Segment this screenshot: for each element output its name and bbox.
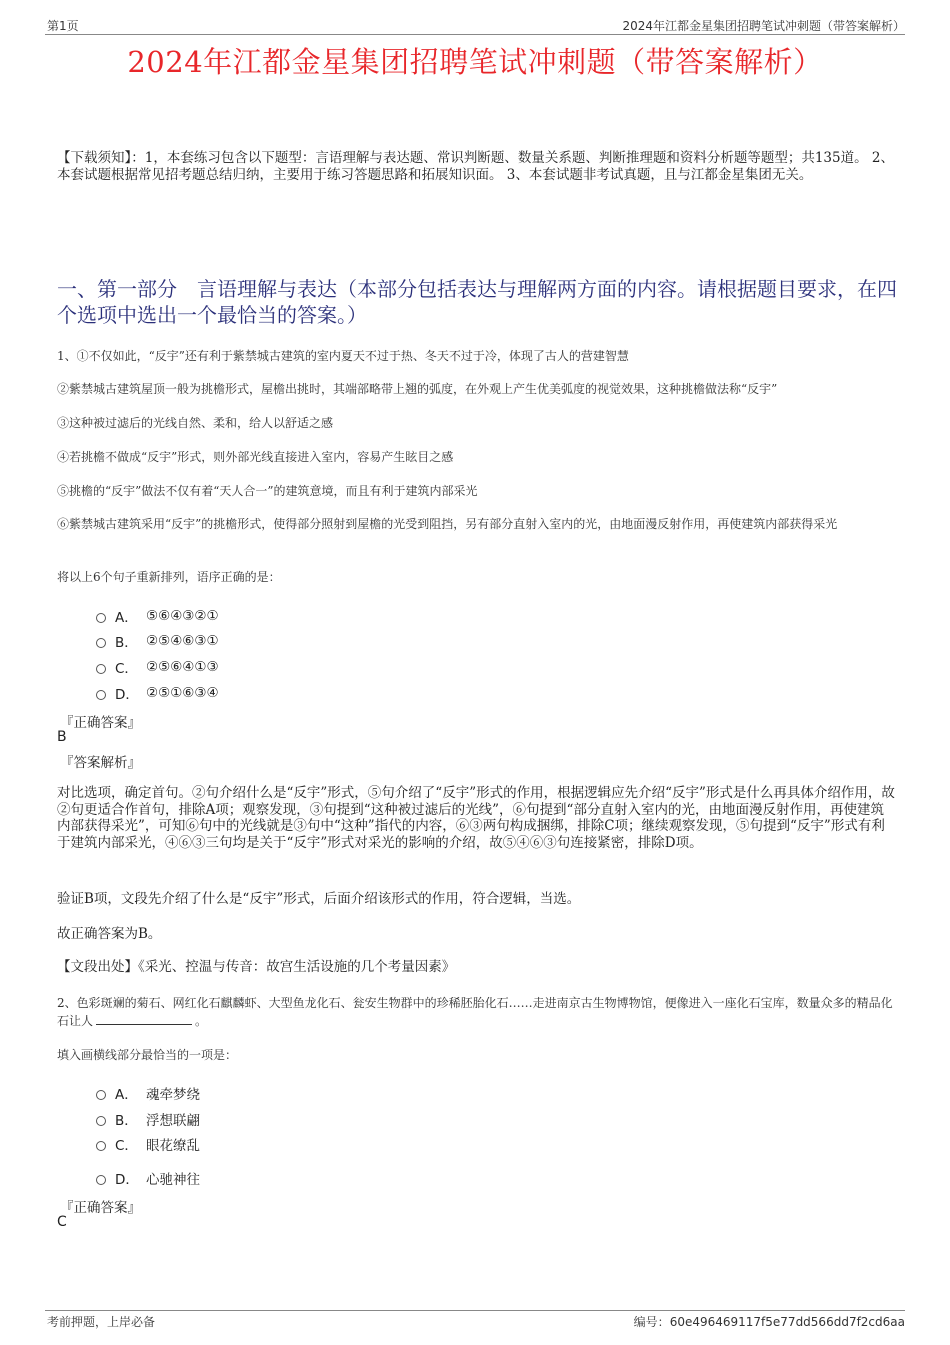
radio-icon[interactable] xyxy=(96,1116,106,1126)
q1-option-b[interactable] xyxy=(96,631,219,651)
radio-icon[interactable] xyxy=(96,1141,106,1151)
q1-answer-value: B xyxy=(57,729,67,745)
q1-sentence-4: ④若挑檐不做成“反宇”形式，则外部光线直接进入室内，容易产生眩目之感 xyxy=(57,450,454,464)
fill-blank-line xyxy=(96,1012,192,1025)
option-letter: A． xyxy=(115,610,138,626)
q1-prompt: 将以上6个句子重新排列，语序正确的是： xyxy=(57,570,281,584)
q1-option-c[interactable] xyxy=(96,657,219,677)
q1-source: 【文段出处】《采光、控温与传音：故宫生活设施的几个考量因素》 xyxy=(57,959,456,975)
page-number: 第1页 xyxy=(47,19,79,33)
q2-option-b[interactable] xyxy=(96,1109,200,1129)
q1-verify-text: 验证B项，文段先介绍了什么是“反宇”形式，后面介绍该形式的作用，符合逻辑，当选。 xyxy=(57,891,581,907)
q1-sentence-3: ③这种被过滤后的光线自然、柔和，给人以舒适之感 xyxy=(57,416,334,430)
q2-option-a[interactable] xyxy=(96,1083,200,1103)
q1-answer-label: 『正确答案』 xyxy=(60,715,141,731)
option-letter: D． xyxy=(115,687,139,703)
q1-option-a[interactable] xyxy=(96,606,219,626)
q2-option-d[interactable] xyxy=(96,1168,200,1188)
radio-icon[interactable] xyxy=(96,638,106,648)
q1-analysis-label: 『答案解析』 xyxy=(60,755,141,771)
q2-answer-label: 『正确答案』 xyxy=(60,1200,141,1216)
radio-icon[interactable] xyxy=(96,690,106,700)
option-text: ②⑤④⑥③① xyxy=(146,633,219,649)
q2-option-c[interactable] xyxy=(96,1134,200,1154)
footer-code-label: 编号： xyxy=(633,1315,670,1329)
q2-prompt: 填入画横线部分最恰当的一项是： xyxy=(57,1048,238,1062)
header-rule xyxy=(45,34,905,35)
option-letter: D． xyxy=(115,1172,139,1188)
q1-sentence-1: 1、①不仅如此，“反宇”还有利于紫禁城古建筑的室内夏天不过于热、冬天不过于冷，体现了古人的营建智慧 xyxy=(57,349,629,363)
option-text: 浮想联翩 xyxy=(146,1113,200,1129)
section-heading: 一、第一部分 言语理解与表达（本部分包括表达与理解两方面的内容。请根据题目要求，在四个选项中选出一个最恰当的答案。） xyxy=(57,277,897,327)
page-title: 2024年江都金星集团招聘笔试冲刺题（带答案解析） xyxy=(127,45,823,79)
footer-code xyxy=(634,1313,905,1330)
option-letter: C． xyxy=(115,661,138,677)
q2-stem-text: 2、色彩斑斓的菊石、网红化石麒麟虾、大型鱼龙化石、瓮安生物群中的珍稀胚胎化石……走进南京古生物博物馆，便像进入一座化石宝库，数量众多的精品化石让人 xyxy=(57,996,893,1028)
option-letter: A． xyxy=(115,1087,138,1103)
q1-conclusion: 故正确答案为B。 xyxy=(57,926,162,942)
q1-sentence-6: ⑥紫禁城古建筑采用“反宇”的挑檐形式，使得部分照射到屋檐的光受到阻挡，另有部分直射入室内的光，由地面漫反射作用，再使建筑内部获得采光 xyxy=(57,517,838,531)
footer-rule xyxy=(45,1310,905,1311)
option-text: 魂牵梦绕 xyxy=(146,1087,200,1103)
option-letter: B． xyxy=(115,1113,138,1129)
option-text: 眼花缭乱 xyxy=(146,1138,200,1154)
q1-sentence-5: ⑤挑檐的“反宇”做法不仅有着“天人合一”的建筑意境，而且有利于建筑内部采光 xyxy=(57,484,478,498)
radio-icon[interactable] xyxy=(96,613,106,623)
q1-sentence-2: ②紫禁城古建筑屋顶一般为挑檐形式，屋檐出挑时，其端部略带上翘的弧度，在外观上产生优美弧度的视觉效果，这种挑檐做法称“反宇” xyxy=(57,382,778,396)
q2-answer-value: C xyxy=(57,1214,67,1230)
radio-icon[interactable] xyxy=(96,1175,106,1185)
radio-icon[interactable] xyxy=(96,1090,106,1100)
option-text: 心驰神往 xyxy=(146,1172,200,1188)
q2-stem xyxy=(57,994,902,1030)
header-doc-title: 2024年江都金星集团招聘笔试冲刺题（带答案解析） xyxy=(622,19,905,33)
footer-code-value: 60e496469117f5e77dd566dd7f2cd6aa xyxy=(669,1315,905,1329)
option-text: ⑤⑥④③②① xyxy=(146,608,219,624)
q2-stem-end: 。 xyxy=(195,1014,208,1028)
option-letter: C． xyxy=(115,1138,138,1154)
option-letter: B． xyxy=(115,635,138,651)
footer-slogan: 考前押题，上岸必备 xyxy=(47,1315,156,1329)
download-notice: 【下载须知】：1，本套练习包含以下题型：言语理解与表达题、常识判断题、数量关系题、判断推理题和资料分析题等题型；共135道。 2、本套试题根据常见招考题总结归纳，主要用于练习答题思路和拓展知识面。 3、本套试题非考试真题，且与江都金星集团无关。 xyxy=(57,150,894,183)
option-text: ②⑤⑥④①③ xyxy=(146,659,219,675)
q1-analysis-text: 对比选项，确定首句。②句介绍什么是“反宇”形式，⑤句介绍了“反宇”形式的作用，根据逻辑应先介绍“反宇”形式是什么再具体介绍作用，故②句更适合作首句，排除A项；观察发现，③句提到“这种被过滤后的光线”，⑥句提到“部分直射入室内的光，由地面漫反射作用，再使建筑内部获得采光”，可知⑥句中的光线就是③句中“这种”指代的内容，⑥③两句构成捆绑，排除C项；继续观察发现，⑤句提到“反宇”形式有利于建筑内部采光，④⑥③三句均是关于“反宇”形式对采光的影响的介绍，故⑤④⑥③句连接紧密，排除D项。 xyxy=(57,785,895,851)
radio-icon[interactable] xyxy=(96,664,106,674)
q1-option-d[interactable] xyxy=(96,683,219,703)
option-text: ②⑤①⑥③④ xyxy=(146,685,219,701)
